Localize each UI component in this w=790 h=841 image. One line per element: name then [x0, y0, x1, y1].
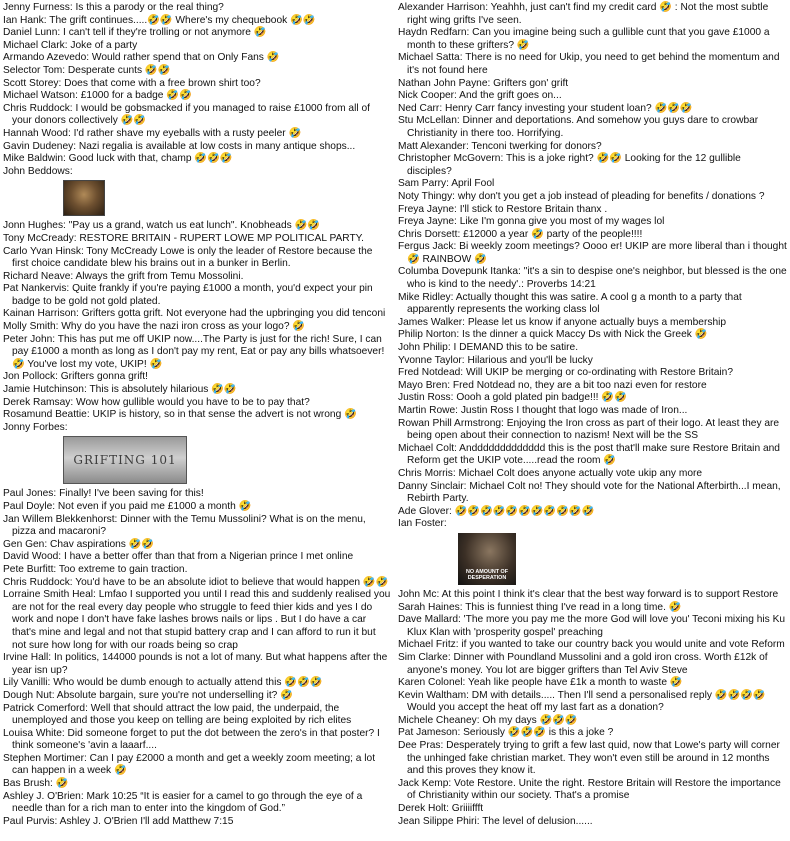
comment-left-35: Lorraine Smith Heal: Lmfao I supported you until I read this and suddenly realised you are not for the real every day people who struggle to feed thier kids and yes I do work and nope I don't have fake lashes brows nails or lips . But I do have a car that's mine and legal and not that stupid battery crap and I can afford to run it but not sure how long for with our roads being so crap [3, 589, 391, 651]
comment-right-7: Matt Alexander: Tenconi twerking for donors? [398, 140, 602, 152]
comment-left-34: Chris Ruddock: You'd have to be an absolute idiot to believe that would happen 🤣🤣 [3, 576, 389, 588]
comment-left-39: Patrick Comerford: Well that should attract the low paid, the underpaid, the unemployed and those you keep on telling are being exploited by rich elites [3, 702, 352, 727]
comment-left-42: Bas Brush: 🤣 [3, 778, 69, 790]
comment-left-7: Michael Watson: £1000 for a badge 🤣🤣 [3, 90, 192, 102]
comment-left-14: Jonn Hughes: "Pay us a grand, watch us eat lunch". Knobheads 🤣🤣 [3, 220, 320, 232]
comment-right-18: Philip Norton: Is the dinner a quick Maccy Ds with Nick the Greek 🤣 [398, 329, 708, 341]
comment-right-11: Freya Jayne: I'll stick to Restore Britain thanx . [398, 203, 608, 215]
comment-left-23: Jamie Hutchinson: This is absolutely hilarious 🤣🤣 [3, 384, 237, 396]
comment-left-9: Hannah Wood: I'd rather shave my eyeballs with a rusty peeler 🤣 [3, 127, 302, 139]
comment-right-20: Yvonne Taylor: Hilarious and you'll be lucky [398, 354, 593, 366]
comment-left-17: Richard Neave: Always the grift from Temu Mossolini. [3, 270, 244, 282]
comment-column-right [395, 0, 790, 841]
comment-right-28: Danny Sinclair: Michael Colt no! They should vote for the National Afterbirth...I mean, Rebirth Party. [398, 480, 781, 505]
comment-left-0: Jenny Furness: Is this a parody or the real thing? [3, 2, 224, 13]
comment-left-31: Gen Gen: Chav aspirations 🤣🤣 [3, 538, 155, 550]
comment-right-30: Ian Foster: [398, 518, 447, 530]
comment-right-0: Alexander Harrison: Yeahhh, just can't find my credit card 🤣 : Not the most subtle right wing grifts I've seen. [398, 2, 769, 26]
comment-right-14: Fergus Jack: Bi weekly zoom meetings? Oooo er! UKIP are more liberal than i thought 🤣 RAINBOW 🤣 [398, 241, 787, 265]
comment-right-37: Karen Colonel: Yeah like people have £1k a month to waste 🤣 [398, 677, 683, 689]
comment-left-28: Paul Jones: Finally! I've been saving for this! [3, 488, 204, 500]
comment-left-36: Irvine Hall: In politics, 144000 pounds is not a lot of many. But what happens after the year isn up? [3, 652, 388, 676]
comment-right-43: Derek Holt: Griiiiffft [398, 803, 484, 815]
comment-left-3: Michael Clark: Joke of a party [3, 39, 138, 51]
comment-right-32: John Mc: At this point I think it's clear that the best way forward is to support Restore [398, 588, 779, 600]
comment-right-34: Dave Mallard: 'The more you pay me the more God will love you' Teconi mixing his Ku Klux Klan with 'prosperity gospel' preaching [398, 614, 786, 638]
comment-right-22: Mayo Bren: Fred Notdead no, they are a bit too nazi even for restore [398, 379, 707, 391]
comment-left-26: Jonny Forbes: [3, 421, 68, 433]
comment-right-26: Michael Colt: Anddddddddddddd this is the post that'll make sure Restore Britain and Reform get the UKIP vote.....read the room 🤣 [398, 442, 780, 467]
comment-right-8: Christopher McGovern: This is a joke right? 🤣🤣 Looking for the 12 gullible disciples? [398, 153, 741, 177]
comment-left-2: Daniel Lunn: I can't tell if they're trolling or not anymore 🤣 [3, 27, 267, 39]
comment-right-4: Nick Cooper: And the grift goes on... [398, 90, 562, 102]
comment-image-forbes[interactable] [63, 436, 187, 484]
comment-right-25: Rowan Phill Armstrong: Enjoying the Iron cross as part of their logo. At least they are being open about their connection to nazism! Next will be the SS [398, 417, 780, 442]
comment-image-caption: GRIFTING 101 [73, 453, 177, 468]
comment-left-32: David Wood: I have a better offer than that from a Nigerian prince I met online [3, 551, 354, 563]
comment-right-5: Ned Carr: Henry Carr fancy investing your student loan? 🤣🤣🤣 [398, 102, 693, 114]
comment-left-5: Selector Tom: Desperate cunts 🤣🤣 [3, 64, 171, 76]
comment-right-36: Sim Clarke: Dinner with Poundland Mussolini and a gold iron cross. Worth £12k of anyone's money. You lot are bigger grifters than Tel Aviv Steve [398, 651, 768, 676]
comment-left-40: Louisa White: Did someone forget to put the dot between the zero's in that poster? I think someone's 'avin a laaarf.... [3, 727, 380, 752]
comment-right-29: Ade Glover: 🤣🤣🤣🤣🤣🤣🤣🤣🤣🤣🤣 [398, 505, 595, 517]
comment-right-16: Mike Ridley: Actually thought this was satire. A cool g a month to a party that apparently represents the working class lol [398, 291, 742, 316]
comment-right-1: Haydn Redfarn: Can you imagine being such a gullible cunt that you gave £1000 a month to these grifters? 🤣 [398, 27, 770, 51]
comment-left-10: Gavin Dudeney: Nazi regalia is available at low costs in many antique shops... [3, 140, 356, 152]
comment-left-38: Dough Nut: Absolute bargain, sure you're not underselling it? 🤣 [3, 689, 293, 701]
comment-left-41: Stephen Mortimer: Can I pay £2000 a month and get a weekly zoom meeting; a lot can happen in a week 🤣 [3, 752, 376, 777]
comment-left-12: John Beddows: [3, 165, 73, 177]
comment-right-3: Nathan John Payne: Grifters gon' grift [398, 77, 569, 89]
comment-right-13: Chris Dorsett: £12000 a year 🤣 party of the people!!!! [398, 228, 643, 240]
comment-right-17: James Walker: Please let us know if anyone actually buys a membership [398, 316, 727, 328]
comment-right-42: Jack Kemp: Vote Restore. Unite the right. Restore Britain will Restore the importance of Christianity within our society. That's a promise [398, 777, 781, 802]
comment-left-43: Ashley J. O'Brien: Mark 10:25 “It is easier for a camel to go through the eye of a needle than for a rich man to enter into the kingdom of God.” [3, 790, 363, 815]
comment-right-35: Michael Fritz: if you wanted to take our country back you would unite and vote Reform [398, 639, 785, 651]
comment-image-beddows[interactable] [63, 180, 105, 216]
comment-right-23: Justin Ross: Oooh a gold plated pin badge!!! 🤣🤣 [398, 392, 627, 404]
comment-left-8: Chris Ruddock: I would be gobsmacked if you managed to raise £1000 from all of your donors collectively 🤣🤣 [3, 102, 370, 127]
comment-right-27: Chris Morris: Michael Colt does anyone actually vote ukip any more [398, 467, 703, 479]
comment-right-10: Noty Thingy: why don't you get a job instead of pleading for benefits / donations ? [398, 190, 765, 202]
comment-right-38: Kevin Waltham: DM with details..... Then I'll send a personalised reply 🤣🤣🤣🤣 Would you accept the heat off my last fart as a donation? [398, 689, 766, 714]
comment-right-24: Martin Rowe: Justin Ross I thought that logo was made of Iron... [398, 405, 688, 416]
comment-right-9: Sam Parry: April Fool [398, 178, 495, 190]
comment-image-foster[interactable] [458, 533, 516, 585]
comment-left-18: Pat Nankervis: Quite frankly if you're paying £1000 a month, you'd expect your pin badge to be gold not gold plated. [3, 283, 373, 307]
comment-left-19: Kainan Harrison: Grifters gotta grift. Not everyone had the upbringing you did tenconi [3, 308, 386, 320]
comment-left-16: Carlo Yvan Hinsk: Tony McCready Lowe is only the leader of Restore because the first choice candidate blew his brains out in a bunker in Berlin. [3, 245, 373, 270]
comment-left-22: Jon Pollock: Grifters gonna grift! [3, 371, 148, 383]
comment-left-24: Derek Ramsay: Wow how gullible would you have to be to pay that? [3, 396, 310, 408]
comment-left-21: Peter John: This has put me off UKIP now....The Party is just for the rich! Sure, I can pay £1000 a month as long as I don't pay my rent, Eat or pay any bills whatsoever! 🤣 You've lost my vote, UKIP! 🤣 [3, 333, 385, 370]
comment-right-40: Pat Jameson: Seriously 🤣🤣🤣 is this a joke ? [398, 727, 614, 739]
comment-left-37: Lily Vanilli: Who would be dumb enough to actually attend this 🤣🤣🤣 [3, 677, 323, 689]
comment-right-19: John Philip: I DEMAND this to be satire. [398, 342, 579, 354]
comment-right-39: Michele Cheaney: Oh my days 🤣🤣🤣 [398, 714, 578, 726]
comment-left-29: Paul Doyle: Not even if you paid me £1000 a month 🤣 [3, 501, 252, 512]
comment-left-15: Tony McCready: RESTORE BRITAIN - RUPERT LOWE MP POLITICAL PARTY. [3, 232, 364, 244]
comment-left-11: Mike Baldwin: Good luck with that, champ 🤣🤣🤣 [3, 153, 233, 165]
comment-left-44: Paul Purvis: Ashley J. O'Brien I'll add Matthew 7:15 [3, 815, 234, 827]
comment-left-30: Jan Willem Blekkenhorst: Dinner with the Temu Mussolini? What is on the menu, pizza and macaroni? [3, 513, 366, 538]
comment-right-44: Jean Silippe Phiri: The level of delusion...... [398, 815, 593, 827]
comment-right-6: Stu McLellan: Dinner and deportations. And somehow you guys dare to crowbar Christianity in there too. Horrifying. [398, 115, 759, 139]
comment-right-41: Dee Pras: Desperately trying to grift a few last quid, now that Lowe's party will corner the unhinged fake christian market. They won't even still be around in 12 months and this proves they know it. [398, 740, 780, 777]
comment-left-6: Scott Storey: Does that come with a free brown shirt too? [3, 77, 261, 89]
comment-left-1: Ian Hank: The grift continues.....🤣🤣 Where's my chequebook 🤣🤣 [3, 14, 316, 26]
comment-right-33: Sarah Haines: This is funniest thing I've read in a long time. 🤣 [398, 601, 682, 613]
comment-image-caption: NO AMOUNT OF DESPERATION [465, 568, 509, 581]
comment-left-33: Pete Burfitt: Too extreme to gain traction. [3, 563, 188, 575]
comment-right-15: Columba Dovepunk Itanka: "it's a sin to despise one's neighbor, but blessed is the one who is kind to the needy'.: Proverbs 14:21 [398, 266, 787, 291]
comment-right-21: Fred Notdead: Will UKIP be merging or co-ordinating with Restore Britain? [398, 367, 734, 379]
comment-right-2: Michael Satta: There is no need for Ukip, you need to get behind the momentum and it's not found here [398, 52, 780, 76]
comment-left-20: Molly Smith: Why do you have the nazi iron cross as your logo? 🤣 [3, 321, 306, 333]
comment-left-25: Rosamund Beattie: UKIP is history, so in that sense the advert is not wrong 🤣 [3, 409, 357, 421]
comment-right-12: Freya Jayne: Like I'm gonna give you most of my wages lol [398, 216, 665, 228]
comment-left-4: Armando Azevedo: Would rather spend that on Only Fans 🤣 [3, 52, 280, 64]
